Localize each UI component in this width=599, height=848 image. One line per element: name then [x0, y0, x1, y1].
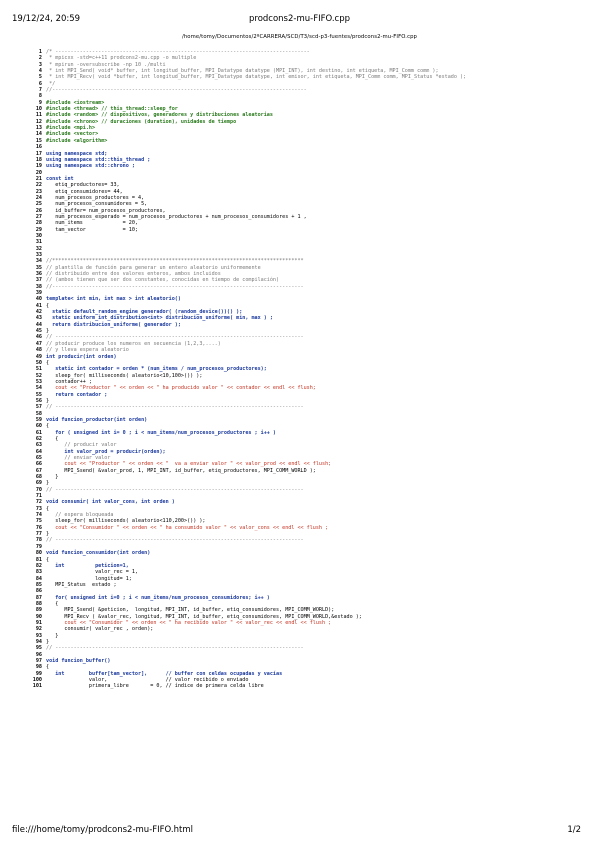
line-number: 15 [35, 137, 42, 144]
line-number: 49 [35, 353, 42, 360]
line-number: 86 [35, 588, 42, 595]
line-number: 74 [35, 512, 42, 519]
code-text: // producir valor [46, 442, 117, 449]
line-number: 93 [35, 632, 42, 639]
line-number: 30 [35, 232, 42, 239]
line-number: 12 [35, 118, 42, 125]
code-text: //---------------------------------------------------------------------------------- [46, 283, 304, 290]
line-number: 101 [32, 683, 42, 690]
code-text: } [46, 531, 50, 538]
line-number: 69 [35, 480, 42, 487]
line-number: 96 [35, 651, 42, 658]
line-number: 7 [38, 87, 42, 94]
line-number: 64 [35, 448, 42, 455]
line-number: 41 [35, 302, 42, 309]
code-text: /* ----------------------------------------------------------------------------------- [46, 49, 310, 55]
code-text: num_procesos_consumidores = 5, [46, 201, 148, 208]
line-number: 47 [35, 340, 42, 347]
print-footer [0, 825, 599, 837]
line-number: 73 [35, 505, 42, 512]
code-text: using namespace std::this_thread ; [46, 156, 151, 163]
code-text: static int contador = orden * (num_items / num_procesos_productores); [46, 366, 267, 373]
line-number: 50 [35, 359, 42, 366]
line-number: 19 [35, 163, 42, 170]
line-number: 75 [35, 518, 42, 525]
line-number: 66 [35, 461, 42, 468]
code-text: } [46, 638, 50, 645]
line-number: 11 [35, 112, 42, 119]
line-number: 67 [35, 467, 42, 474]
code-text: { [46, 556, 50, 563]
code-text: tam_vector = 10; [46, 226, 139, 233]
line-number: 18 [35, 156, 42, 163]
line-number: 53 [35, 378, 42, 385]
document-title: prodcons2-mu-FIFO.cpp [249, 14, 350, 24]
line-number: 94 [35, 638, 42, 645]
code-text: #include <vector> [46, 131, 99, 138]
line-number: 81 [35, 556, 42, 563]
line-number: 91 [35, 619, 42, 626]
code-text: // y lleva espera aleatorio [46, 347, 129, 354]
line-number: 76 [35, 524, 42, 531]
code-text: MPI_Ssend( &valor_prod, 1, MPI_INT, id_buffer, etiq_productores, MPI_COMM_WORLD ); [46, 467, 316, 474]
line-number: 98 [35, 664, 42, 671]
code-text: //********************************************************************************** [46, 258, 304, 265]
line-number: 79 [35, 543, 42, 550]
line-number: 21 [35, 175, 42, 182]
line-number: 1 [38, 49, 42, 55]
code-text: { [46, 664, 50, 671]
code-text: */ [46, 80, 56, 87]
code-text: num_items = 20, [46, 220, 139, 227]
code-text: { [46, 505, 50, 512]
code-text: cout << "Productor " << orden << " va a enviar valor " << valor_prod << endl << flush; [46, 461, 332, 468]
line-number: 14 [35, 131, 42, 138]
code-text: etiq_consumidores= 44, [46, 188, 123, 195]
line-number: 3 [38, 61, 42, 68]
line-number: 26 [35, 207, 42, 214]
line-number: 54 [35, 385, 42, 392]
footer-url: file:///home/tomy/prodcons2-mu-FIFO.html [12, 825, 193, 835]
code-text: // --------------------------------------------------------------------------------- [46, 537, 304, 544]
code-text: for ( unsigned int i= 0 ; i < num_items/num_procesos_productores ; i++ ) [46, 429, 277, 436]
print-datetime: 19/12/24, 20:59 [12, 14, 81, 24]
line-number: 34 [35, 258, 42, 265]
line-number: 5 [38, 74, 42, 81]
code-text: } [46, 397, 50, 404]
code-text: valor_rec = 1, [46, 569, 139, 576]
line-number: 72 [35, 499, 42, 506]
code-text: } [46, 632, 59, 639]
code-text: * int MPI_Send( void* buffer, int longitud_buffer, MPI_Datatype datatype (MPI_INT), int destino, int etiqueta, MPI_Comm comm ); [46, 68, 439, 75]
code-text: id_buffer= num_procesos_productores, [46, 207, 166, 214]
code-text: contador++ ; [46, 378, 93, 385]
code-text: //----------------------------------------------------------------------------------- [46, 87, 307, 94]
code-text: #include <chrono> // duraciones (duration), unidades de tiempo [46, 118, 237, 125]
line-number: 78 [35, 537, 42, 544]
line-number: 89 [35, 607, 42, 614]
code-text: etiq_productores= 33, [46, 182, 120, 189]
line-number: 42 [35, 309, 42, 316]
line-number: 80 [35, 550, 42, 557]
line-number: 88 [35, 600, 42, 607]
code-text: MPI_Status estado ; [46, 581, 117, 588]
line-number: 24 [35, 194, 42, 201]
code-text: cout << "Productor " << orden << " ha producido valor " << contador << endl << flush; [46, 385, 316, 392]
line-number: 31 [35, 239, 42, 246]
line-number: 57 [35, 404, 42, 411]
code-text: using namespace std::chrono ; [46, 163, 135, 170]
line-number: 63 [35, 442, 42, 449]
line-number: 55 [35, 391, 42, 398]
code-text: for( unsigned int i=0 ; i < num_items/num_procesos_consumidores; i++ ) [46, 594, 270, 601]
line-number: 99 [35, 670, 42, 677]
code-text: // plantilla de función para generar un entero aleatorio uniformemente [46, 264, 261, 271]
code-text: consumir( valor_rec , orden); [46, 626, 154, 633]
line-number: 25 [35, 201, 42, 208]
code-text: num_procesos_esperado = num_procesos_productores + num_procesos_consumidores + 1 , [46, 213, 307, 220]
code-text: primera_libre = 0, // índice de primera celda libre [46, 683, 264, 690]
code-text: } [46, 480, 50, 487]
line-number: 59 [35, 416, 42, 423]
file-path: /home/tomy/Documentos/2ºCARRERA/SCD/T3/scd-p3-fuentes/prodcons2-mu-FIFO.cpp [181, 34, 418, 40]
line-number: 48 [35, 347, 42, 354]
line-number: 58 [35, 410, 42, 417]
page-number: 1/2 [567, 825, 581, 835]
line-number: 23 [35, 188, 42, 195]
line-number: 16 [35, 144, 42, 151]
code-text: void funcion_productor(int orden) [46, 416, 148, 423]
line-number: 87 [35, 594, 42, 601]
code-text: { [46, 423, 50, 430]
line-number: 35 [35, 264, 42, 271]
code-text: // enviar valor [46, 455, 111, 461]
line-number: 82 [35, 562, 42, 569]
code-text: MPI_Recv ( &valor_rec, longitud, MPI_INT, id_buffer, etiq_consumidores, MPI_COMM_WORLD,&estado ); [46, 613, 362, 620]
code-text: sleep_for( milliseconds( aleatorio<110,200>()) ); [46, 518, 206, 525]
code-text: // (ambos tienen que ser dos constantes, conocidas en tiempo de compilación) [46, 277, 280, 284]
code-text: // distribuido entre dos valores enteros, ambos incluidos [46, 271, 221, 278]
line-number: 36 [35, 271, 42, 278]
code-text: cout << "Consumidor " << orden << " ha recibido valor " << valor_rec << endl << flush ; [46, 619, 332, 626]
code-text: void funcion_consumidor(int orden) [46, 550, 151, 557]
line-number: 43 [35, 315, 42, 322]
code-listing [26, 49, 586, 814]
line-number: 85 [35, 581, 42, 588]
line-number: 46 [35, 334, 42, 341]
line-number: 52 [35, 372, 42, 379]
line-number: 92 [35, 626, 42, 633]
line-number: 28 [35, 220, 42, 227]
code-text: sleep_for( milliseconds( aleatorio<10,100>()) ); [46, 372, 203, 379]
code-text: using namespace std; [46, 150, 108, 157]
code-text: return distribucion_uniforme( generador ); [46, 321, 181, 328]
line-number: 56 [35, 397, 42, 404]
code-text: #include <random> // dispositivos, generadores y distribuciones aleatorias [46, 112, 273, 119]
line-number: 40 [35, 296, 42, 303]
code-text: * mpirun -oversubscribe -np 10 ./multi [46, 61, 166, 68]
line-number: 51 [35, 366, 42, 373]
code-text: * int MPI_Recv( void *buffer, int longitud_buffer, MPI_Datatype datatype, int emisor, int etiqueta, MPI_Comm comm, MPI_Status *estado ); [46, 74, 467, 81]
line-number: 22 [35, 182, 42, 189]
code-text: { [46, 600, 59, 607]
line-number: 8 [38, 93, 42, 100]
line-number: 68 [35, 474, 42, 481]
code-text: } [46, 328, 50, 335]
line-number: 4 [38, 68, 42, 75]
code-text: static uniform_int_distribution<int> distribucion_uniforme( min, max ) ; [46, 315, 273, 322]
code-text: cout << "Consumidor " << orden << " ha consumido valor " << valor_cons << endl << flush ; [46, 524, 329, 531]
line-number: 13 [35, 125, 42, 132]
code-text: void consumir( int valor_cons, int orden ) [46, 499, 175, 506]
code-text: int producir(int orden) [46, 353, 117, 360]
code-text: // --------------------------------------------------------------------------------- [46, 334, 304, 341]
code-text: // --------------------------------------------------------------------------------- [46, 486, 304, 493]
code-line [26, 683, 586, 689]
line-number: 27 [35, 213, 42, 220]
line-number: 83 [35, 569, 42, 576]
code-text: static default_random_engine generador( (random_device())() ); [46, 309, 243, 316]
code-text: void funcion_buffer() [46, 658, 111, 664]
line-number: 37 [35, 277, 42, 284]
code-text: MPI_Ssend( &peticion, longitud, MPI_INT, id_buffer, etiq_consumidores, MPI_COMM_WORLD); [46, 607, 335, 614]
print-header [0, 14, 599, 26]
code-text: return contador ; [46, 391, 108, 398]
code-text: #include <thread> // this_thread::sleep_for [46, 106, 178, 113]
code-text: int buffer[tam_vector], // buffer con celdas ocupadas y vacías [46, 670, 283, 677]
line-number: 39 [35, 290, 42, 297]
line-number: 20 [35, 169, 42, 176]
line-number: 90 [35, 613, 42, 620]
line-number: 71 [35, 493, 42, 500]
code-text: longitud= 1; [46, 575, 132, 582]
line-number: 70 [35, 486, 42, 493]
code-text: #include <algorithm> [46, 137, 108, 144]
line-number: 45 [35, 328, 42, 335]
line-number: 65 [35, 455, 42, 461]
line-number: 29 [35, 226, 42, 233]
line-number: 84 [35, 575, 42, 582]
line-number: 60 [35, 423, 42, 430]
line-number: 44 [35, 321, 42, 328]
code-text: #include <mpi.h> [46, 125, 96, 132]
code-text: // --------------------------------------------------------------------------------- [46, 404, 304, 411]
code-text: // espera bloqueada [46, 512, 114, 519]
line-number: 97 [35, 658, 42, 664]
line-number: 62 [35, 435, 42, 442]
code-text: // ptoducir produce los numeros en secuencia (1,2,3,....) [46, 340, 221, 347]
code-text: const int [46, 175, 74, 182]
line-number: 95 [35, 645, 42, 652]
line-number: 77 [35, 531, 42, 538]
line-number: 33 [35, 252, 42, 258]
code-text: { [46, 435, 59, 442]
code-text: // --------------------------------------------------------------------------------- [46, 645, 304, 652]
line-number: 17 [35, 150, 42, 157]
line-number: 100 [32, 677, 42, 684]
line-number: 10 [35, 106, 42, 113]
code-text: num_procesos_productores = 4, [46, 194, 145, 201]
code-text: { [46, 302, 50, 309]
code-text: #include <iostream> [46, 99, 105, 106]
code-text: } [46, 474, 59, 481]
code-text: int peticion=1, [46, 562, 129, 569]
line-number: 2 [38, 55, 42, 62]
code-text: valor, // valor recibido o enviado [46, 677, 249, 684]
line-number: 9 [38, 99, 42, 106]
line-number: 38 [35, 283, 42, 290]
line-number: 32 [35, 245, 42, 252]
code-text: { [46, 359, 50, 366]
line-number: 61 [35, 429, 42, 436]
code-text: * mpicxx -std=c++11 prodcons2-mu.cpp -o multiple [46, 55, 197, 62]
code-text: int valor_prod = producir(orden); [46, 448, 166, 455]
line-number: 6 [38, 80, 42, 87]
code-text: template< int min, int max > int aleatorio() [46, 296, 181, 303]
